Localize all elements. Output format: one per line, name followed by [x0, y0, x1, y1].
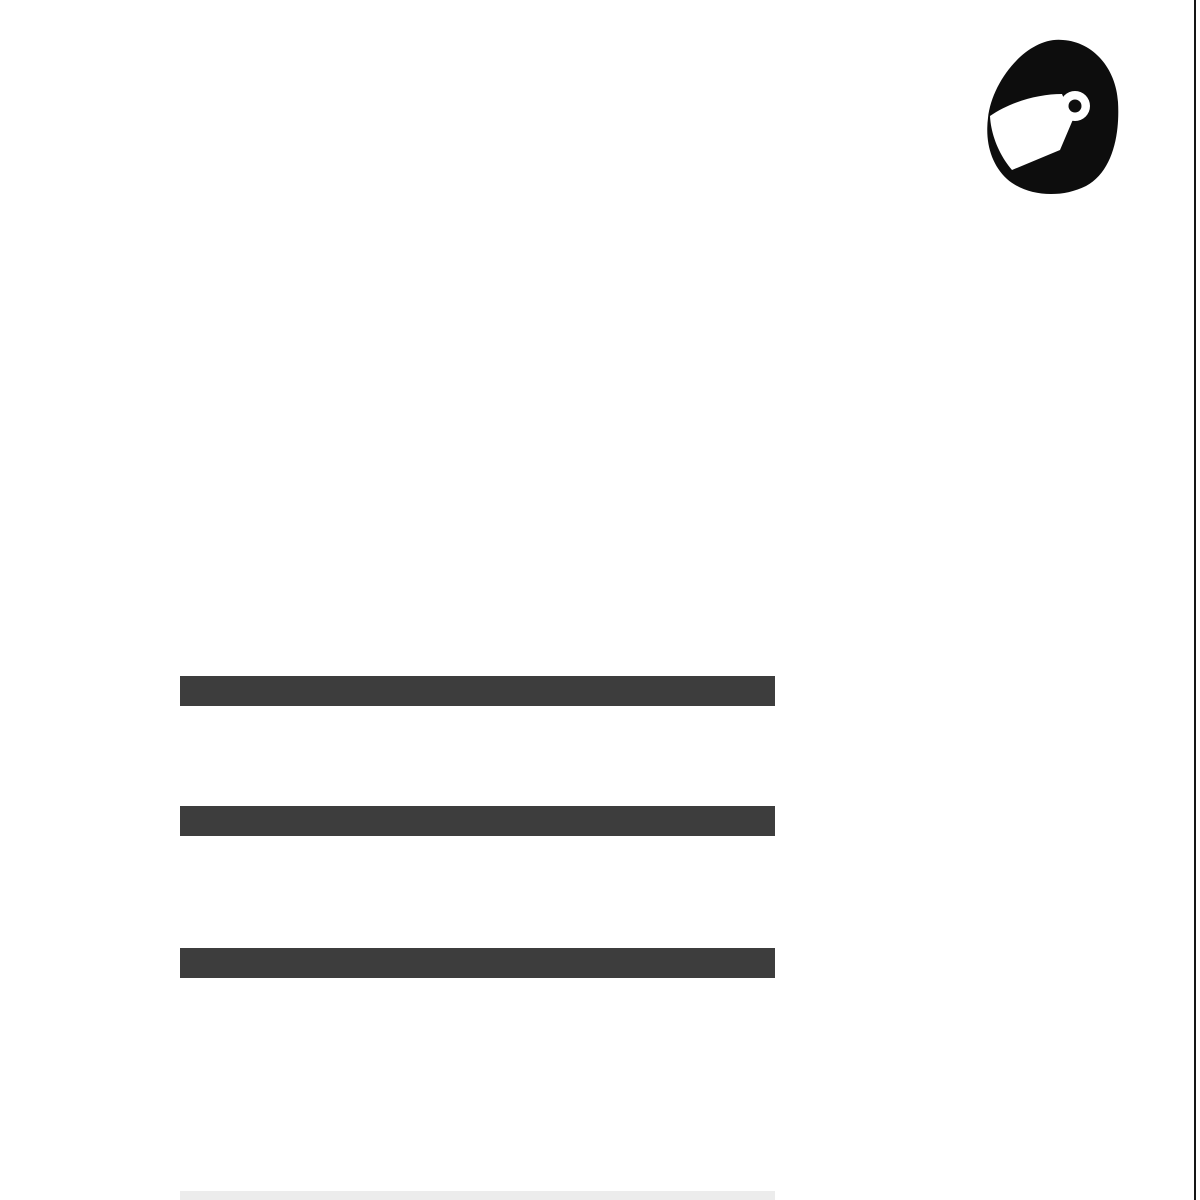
bottom-partial-band — [180, 1191, 775, 1200]
right-edge-line — [1194, 0, 1196, 1200]
helmet-table-header — [180, 948, 775, 978]
gloves-table-header — [180, 806, 775, 836]
visor-pivot-dot — [1069, 100, 1082, 113]
shoes-table-header — [180, 676, 775, 706]
racing-helmet-icon — [978, 36, 1128, 198]
